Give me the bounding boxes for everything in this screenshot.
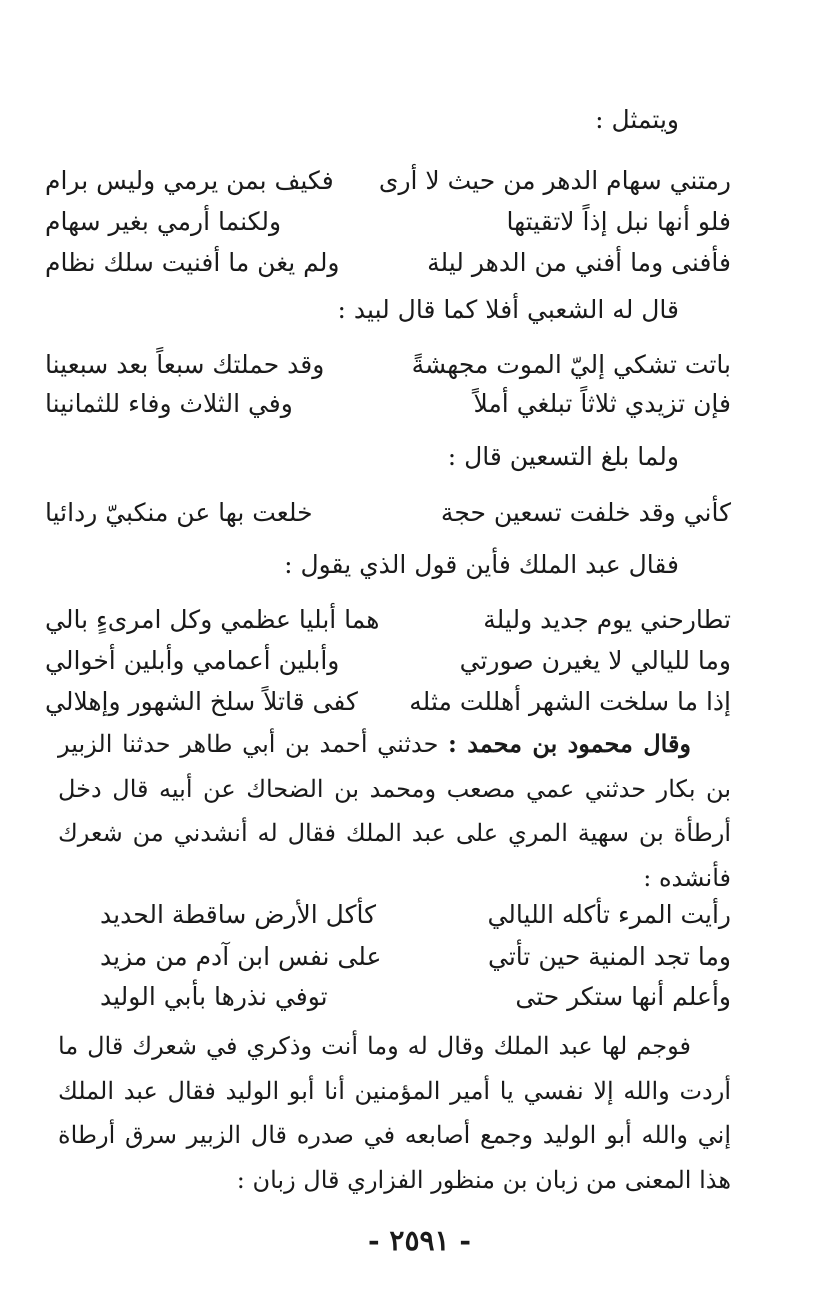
paragraph-1	[58, 722, 731, 900]
poem5-verse-3	[100, 974, 731, 1018]
first-hemistich: فأفنى وما أفني من الدهر ليلة	[427, 247, 731, 277]
narrator-name: وقال محمود بن محمد :	[448, 729, 692, 758]
intro-line-3: ولما بلغ التسعين قال :	[447, 442, 679, 471]
first-hemistich: باتت تشكي إليّ الموت مجهشةً	[411, 349, 731, 379]
second-hemistich: توفي نذرها بأبي الوليد	[100, 981, 328, 1011]
intro-line-1: ويتمثل :	[595, 105, 679, 134]
second-hemistich: كفى قاتلاً سلخ الشهور وإهلالي	[45, 686, 358, 716]
second-hemistich: وأبلين أعمامي وأبلين أخوالي	[45, 645, 340, 675]
poem4-verse-2	[45, 638, 731, 682]
second-hemistich: فكيف بمن يرمي وليس برام	[45, 165, 334, 195]
poem2-verse-1	[45, 342, 731, 386]
first-hemistich: رمتني سهام الدهر من حيث لا أرى	[378, 165, 731, 195]
poem1-verse-1	[45, 158, 731, 202]
first-hemistich: وأعلم أنها ستكر حتى	[515, 981, 731, 1011]
poem5-verse-2	[100, 934, 731, 978]
first-hemistich: فإن تزيدي ثلاثاً تبلغي أملاً	[473, 388, 731, 418]
second-hemistich: على نفس ابن آدم من مزيد	[100, 941, 382, 971]
second-hemistich: ولكنما أرمي بغير سهام	[45, 206, 282, 236]
poem4-verse-3	[45, 679, 731, 723]
poem3-verse-1	[45, 490, 731, 534]
second-hemistich: وقد حملتك سبعاً بعد سبعينا	[45, 349, 325, 379]
first-hemistich: وما لليالي لا يغيرن صورتي	[459, 645, 731, 675]
second-hemistich: خلعت بها عن منكبيّ ردائيا	[45, 497, 313, 527]
first-hemistich: وما تجد المنية حين تأتي	[488, 941, 731, 971]
intro-line-4: فقال عبد الملك فأين قول الذي يقول :	[284, 550, 679, 579]
second-hemistich: وفي الثلاث وفاء للثمانينا	[45, 388, 293, 418]
first-hemistich: رأيت المرء تأكله الليالي	[487, 899, 731, 929]
second-hemistich: ولم يغن ما أفنيت سلك نظام	[45, 247, 340, 277]
poem5-verse-1	[100, 892, 731, 936]
first-hemistich: إذا ما سلخت الشهر أهللت مثله	[409, 686, 731, 716]
paragraph-1-text: حدثني أحمد بن أبي طاهر حدثنا الزبير بن بكار حدثني عمي مصعب ومحمد بن الضحاك عن أبيه قال دخل أرطأة بن سهية المري على عبد الملك فقال له أنشدني من شعرك فأنشده :	[58, 730, 731, 892]
intro-line-2: قال له الشعبي أفلا كما قال لبيد :	[337, 295, 679, 324]
poem1-verse-3	[45, 240, 731, 284]
paragraph-2: فوجم لها عبد الملك وقال له وما أنت وذكري في شعرك قال ما أردت والله إلا نفسي يا أمير المؤمنين أنا أبو الوليد فقال عبد الملك إني والله أبو الوليد وجمع أصابعه في صدره قال الزبير سرق أرطاة هذا المعنى من زبان بن منظور الفزاري قال زبان :	[58, 1032, 731, 1194]
poem4-verse-1	[45, 597, 731, 641]
poem1-verse-2	[45, 199, 731, 243]
first-hemistich: تطارحني يوم جديد وليلة	[483, 604, 731, 634]
poem2-verse-2	[45, 381, 731, 425]
first-hemistich: كأني وقد خلفت تسعين حجة	[440, 497, 731, 527]
second-hemistich: كأكل الأرض ساقطة الحديد	[100, 899, 377, 929]
page-number: - ٢٥٩١ -	[368, 1224, 471, 1257]
first-hemistich: فلو أنها نبل إذاً لاتقيتها	[506, 206, 731, 236]
second-hemistich: هما أبليا عظمي وكل امرىءٍ بالي	[45, 604, 380, 634]
